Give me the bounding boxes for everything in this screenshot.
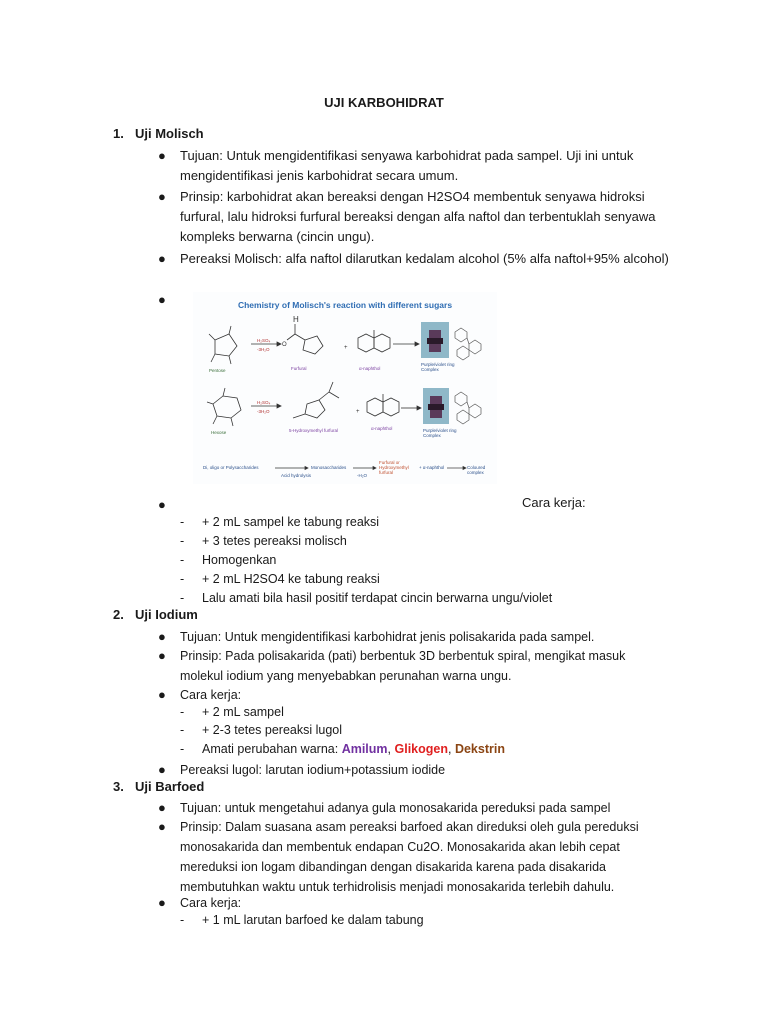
step-text: + 1 mL larutan barfoed ke dalam tabung [202, 913, 424, 927]
label-complex-1: Purple/violet ring Complex [421, 362, 455, 372]
label-naphthol-2: α-naphthol [371, 426, 393, 431]
bullet-prinsip-molisch [158, 187, 678, 247]
bullet-icon: ● [158, 895, 166, 910]
bullet-prinsip-iodium [158, 646, 658, 686]
complex-structure-1 [455, 328, 481, 360]
step-text: + 2 mL sampel [202, 705, 284, 719]
bullet-text: Pereaksi Molisch: alfa naftol dilarutkan kedalam alcohol (5% alfa naftol+95% alcohol) [180, 251, 669, 266]
section-number: 1. [113, 126, 124, 141]
section-number: 2. [113, 607, 124, 622]
dash-marker: - [180, 913, 185, 927]
label-furfural-or-hmf: Furfural or Hydroxymethyl furfural [379, 460, 409, 475]
step-text: Amati perubahan warna: [202, 742, 339, 756]
step-molisch-3 [180, 551, 276, 570]
bullet-tujuan-molisch [158, 146, 678, 186]
bullet-cara-kerja-barfoed [158, 893, 678, 913]
hmf-structure [293, 382, 339, 418]
label-hmf: 5-Hydroxymethyl furfural [289, 428, 339, 433]
step-barfoed-1 [180, 911, 424, 930]
step-iodium-2 [180, 721, 342, 740]
step-iodium-1 [180, 703, 284, 722]
hexose-structure [207, 388, 241, 426]
svg-text:H: H [293, 315, 299, 324]
section-title: Uji Iodium [135, 607, 198, 622]
pentose-structure [209, 326, 237, 364]
label-complex-2: Purple/violet ring Complex [423, 428, 457, 438]
step-text: + 2 mL sampel ke tabung reaksi [202, 515, 380, 529]
bullet-text: Cara kerja: [180, 896, 242, 910]
bullet-icon: ● [158, 189, 166, 204]
step-text: Lalu amati bila hasil positif terdapat cincin berwarna ungu/violet [202, 591, 553, 605]
dash-marker: - [180, 534, 185, 548]
step-molisch-2 [180, 532, 347, 551]
label-monosaccharides: Monosaccharides [311, 465, 347, 470]
svg-text:O: O [282, 342, 287, 348]
bullet-text: Prinsip: Pada polisakarida (pati) berbentuk 3D berbentuk spiral, mengikat masuk molekul iodium yang menyebabkan perunahan warna ungu. [180, 649, 626, 683]
page-title: UJI KARBOHIDRAT [324, 95, 444, 110]
label-hexose: Hexose [211, 430, 227, 435]
bullet-icon: ● [158, 762, 166, 777]
molisch-reaction-figure [193, 292, 497, 484]
dash-marker: - [180, 705, 185, 719]
section-heading-molisch [113, 126, 204, 141]
step-text: + 2 mL H2SO4 ke tabung reaksi [202, 572, 380, 586]
dash-marker: - [180, 572, 185, 586]
comma: , [447, 742, 452, 756]
section-heading-iodium [113, 607, 198, 622]
bullet-icon: ● [158, 497, 166, 512]
label-coloured-complex: Coloured complex [467, 465, 486, 475]
label-polysaccharides: Di, oligo or Polysaccharides [203, 465, 259, 470]
figure-title: Chemistry of Molisch's reaction with different sugars [237, 300, 453, 310]
color-amilum: Amilum [341, 742, 388, 756]
label-naphthol-1: α-naphthol [359, 366, 381, 371]
section-number: 3. [113, 779, 124, 794]
naphthol-structure-2 [367, 394, 399, 416]
step-text: Homogenkan [202, 553, 277, 567]
complex-structure-2 [455, 392, 481, 424]
label-furfural: Furfural [291, 366, 307, 371]
section-title: Uji Molisch [135, 126, 204, 141]
step-molisch-1 [180, 513, 379, 532]
bullet-icon: ● [158, 687, 166, 702]
step-molisch-5 [180, 589, 552, 608]
naphthol-structure [358, 330, 390, 352]
step-text: + 3 tetes pereaksi molisch [202, 534, 347, 548]
label-h2so4-2: H₂SO₄ [257, 400, 271, 405]
bullet-icon: ● [158, 292, 166, 307]
bullet-text: Pereaksi lugol: larutan iodium+potassium iodide [180, 763, 446, 777]
bullet-tujuan-barfoed [158, 798, 678, 818]
bullet-text: Cara kerja: [180, 688, 242, 702]
cara-kerja-label-molisch: Cara kerja: [522, 495, 586, 510]
bullet-text: Tujuan: untuk mengetahui adanya gula monosakarida pereduksi pada sampel [180, 801, 611, 815]
bullet-text: Tujuan: Untuk mengidentifikasi senyawa karbohidrat pada sampel. Uji ini untuk mengidentifikasi jenis karbohidrat secara umum. [180, 148, 634, 183]
bullet-cara-kerja-iodium [158, 685, 678, 705]
step-molisch-4 [180, 570, 380, 589]
bullet-text: Tujuan: Untuk mengidentifikasi karbohidrat jenis polisakarida pada sampel. [180, 630, 595, 644]
section-heading-barfoed [113, 779, 204, 794]
comma: , [387, 742, 392, 756]
bullet-icon: ● [158, 800, 166, 815]
reaction-diagram [193, 292, 497, 484]
dash-marker: - [180, 553, 185, 567]
dash-marker: - [180, 723, 185, 737]
step-iodium-3 [180, 740, 505, 759]
arrow-2 [393, 342, 419, 346]
bullet-text: Prinsip: Dalam suasana asam pereaksi barfoed akan direduksi oleh gula pereduksi monosakarida dan membentuk endapan Cu2O. Monosakarida akan lebih cepat mereduksi ion logam dibandingan dengan disakarida karena pada disakarida membutuhkan waktu untuk terhidrolisis menjadi monosakarida terlebih dahulu. [180, 820, 639, 894]
label-pentose: Pentose [209, 368, 226, 373]
svg-text:+: + [344, 345, 348, 351]
label-h2so4-1: H₂SO₄ [257, 338, 271, 343]
label-h2o: -H₂O [357, 473, 367, 478]
label-plus-naphthol: + α-naphthol [419, 465, 445, 470]
bullet-pereaksi-lugol [158, 760, 678, 780]
label-acid-hydrolysis: Acid hydrolysis [281, 473, 312, 478]
bullet-pereaksi-molisch [158, 249, 678, 269]
dash-marker: - [180, 591, 185, 605]
bullet-icon: ● [158, 648, 166, 663]
bullet-tujuan-iodium [158, 627, 678, 647]
color-glikogen: Glikogen [394, 742, 448, 756]
bullet-icon: ● [158, 629, 166, 644]
bullet-icon: ● [158, 819, 166, 834]
furfural-structure [287, 324, 323, 354]
color-dekstrin: Dekstrin [454, 742, 505, 756]
section-title: Uji Barfoed [135, 779, 205, 794]
bullet-text: Prinsip: karbohidrat akan bereaksi dengan H2SO4 membentuk senyawa hidroksi furfural, lalu hidroksi furfural bereaksi dengan alfa naftol dan terbentuklah senyawa kompleks berwarna (cincin ungu). [180, 189, 656, 244]
bullet-prinsip-barfoed [158, 817, 648, 897]
bullet-icon: ● [158, 148, 166, 163]
label-water-2: -3H₂O [257, 409, 270, 414]
svg-text:+: + [356, 409, 360, 415]
dash-marker: - [180, 742, 185, 756]
dash-marker: - [180, 515, 185, 529]
label-water-1: -3H₂O [257, 347, 270, 352]
arrow-4 [401, 406, 421, 410]
step-text: + 2-3 tetes pereaksi lugol [202, 723, 343, 737]
bullet-icon: ● [158, 251, 166, 266]
